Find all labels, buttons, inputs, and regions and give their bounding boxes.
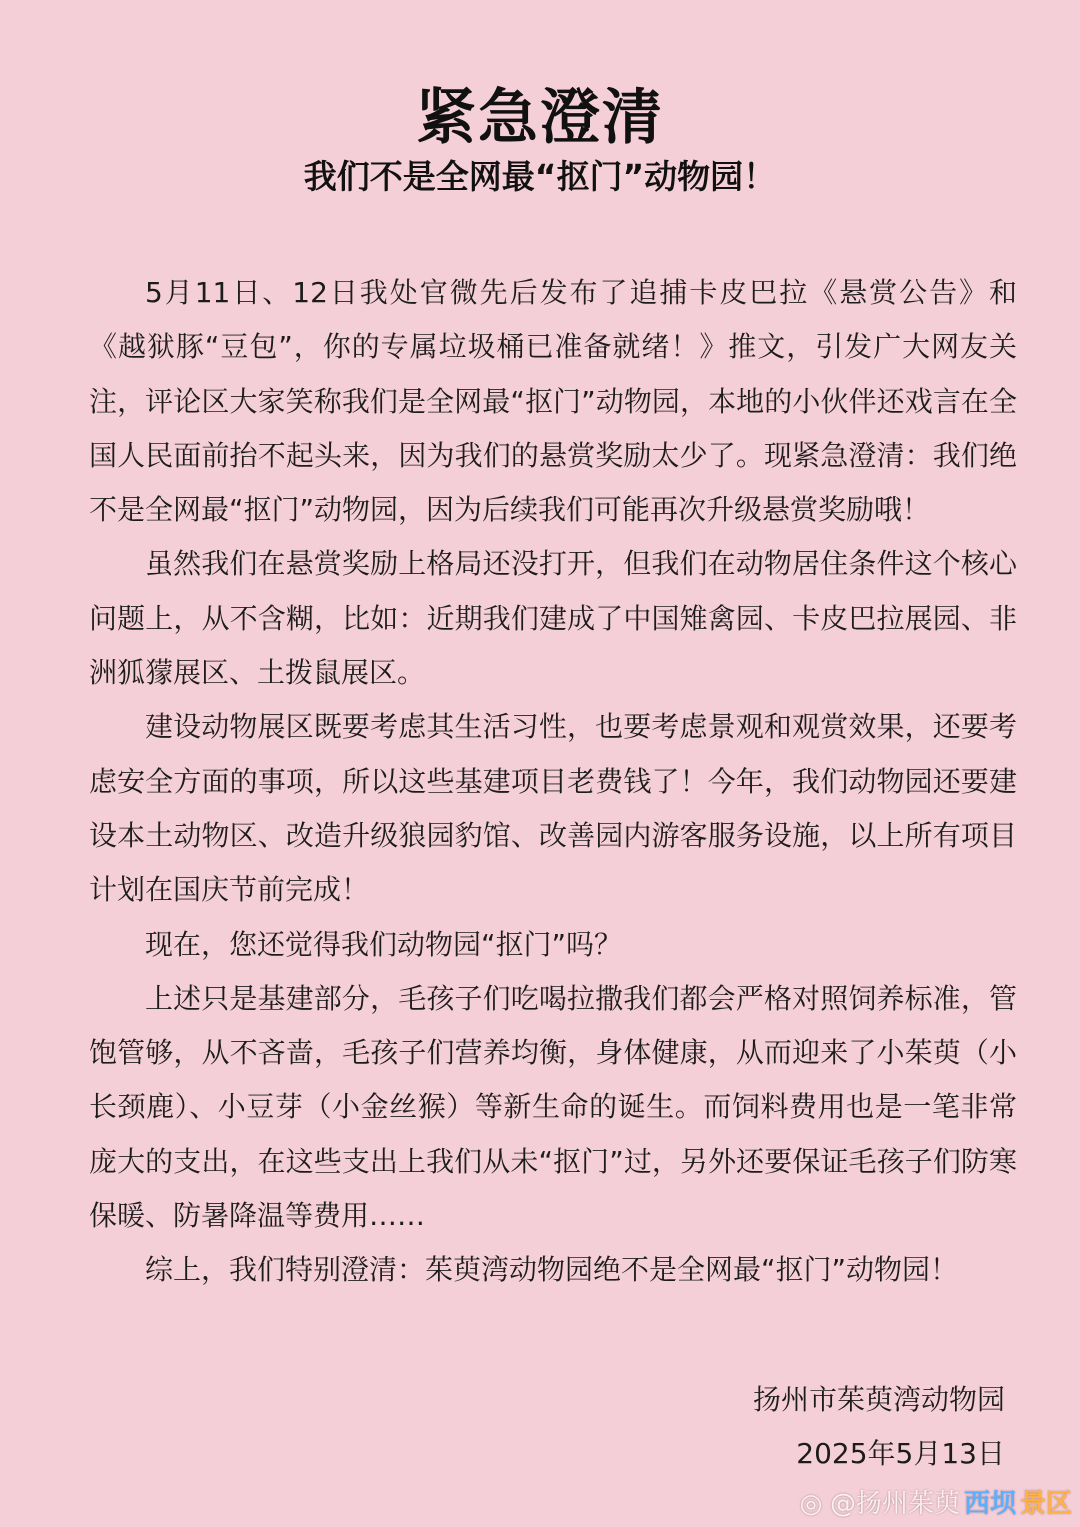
document-title: 紧急澄清 <box>416 83 664 153</box>
paragraph-2: 虽然我们在悬赏奖励上格局还没打开，但我们在动物居住条件这个核心问题上，从不含糊，比如：近期我们建成了中国雉禽园、卡皮巴拉展园、非洲狐獴展区、土拨鼠展区。 <box>89 547 1017 690</box>
signature-organization: 扬州市茱萸湾动物园 <box>752 1383 1005 1416</box>
watermark-brand-2: 景区 <box>1019 1489 1072 1519</box>
signature-date: 2025年5月13日 <box>796 1437 1005 1470</box>
paragraph-3: 建设动物展区既要考虑其生活习性，也要考虑景观和观赏效果，还要考虑安全方面的事项，所以这些基建项目老费钱了！今年，我们动物园还要建设本土动物区、改造升级狼园豹馆、改善园内游客服务设施，以上所有项目计划在国庆节前完成！ <box>89 710 1017 907</box>
document-body <box>89 266 1017 1298</box>
watermark-brand-1: 西坝 <box>963 1489 1016 1519</box>
paragraph-4: 现在，您还觉得我们动物园“抠门”吗？ <box>145 927 623 961</box>
watermark-text: @扬州茱萸 <box>829 1489 960 1519</box>
paragraph-1: 5月11日、12日我处官微先后发布了追捕卡皮巴拉《悬赏公告》和《越狱豚“豆包”，你的专属垃圾桶已准备就绪！》推文，引发广大网友关注，评论区大家笑称我们是全网最“抠门”动物园，本地的小伙伴还戏言在全国人民面前抬不起头来，因为我们的悬赏奖励太少了。现紧急澄清：我们绝不是全网最“抠门”动物园，因为后续我们可能再次升级悬赏奖励哦！ <box>89 276 1017 527</box>
paragraph-5: 上述只是基建部分，毛孩子们吃喝拉撒我们都会严格对照饲养标准，管饱管够，从不吝啬，毛孩子们营养均衡，身体健康，从而迎来了小茱萸（小长颈鹿）、小豆芽（小金丝猴）等新生命的诞生。而饲料费用也是一笔非常庞大的支出，在这些支出上我们从未“抠门”过，另外还要保证毛孩子们防寒保暖、防暑降温等费用…… <box>89 981 1017 1233</box>
signature-block <box>753 1373 1005 1481</box>
weibo-icon: ◎ <box>799 1489 823 1519</box>
watermark <box>796 1484 1072 1524</box>
document-subtitle: 我们不是全网最“抠门”动物园！ <box>303 157 777 196</box>
paragraph-6: 综上，我们特别澄清：茱萸湾动物园绝不是全网最“抠门”动物园！ <box>145 1253 959 1287</box>
